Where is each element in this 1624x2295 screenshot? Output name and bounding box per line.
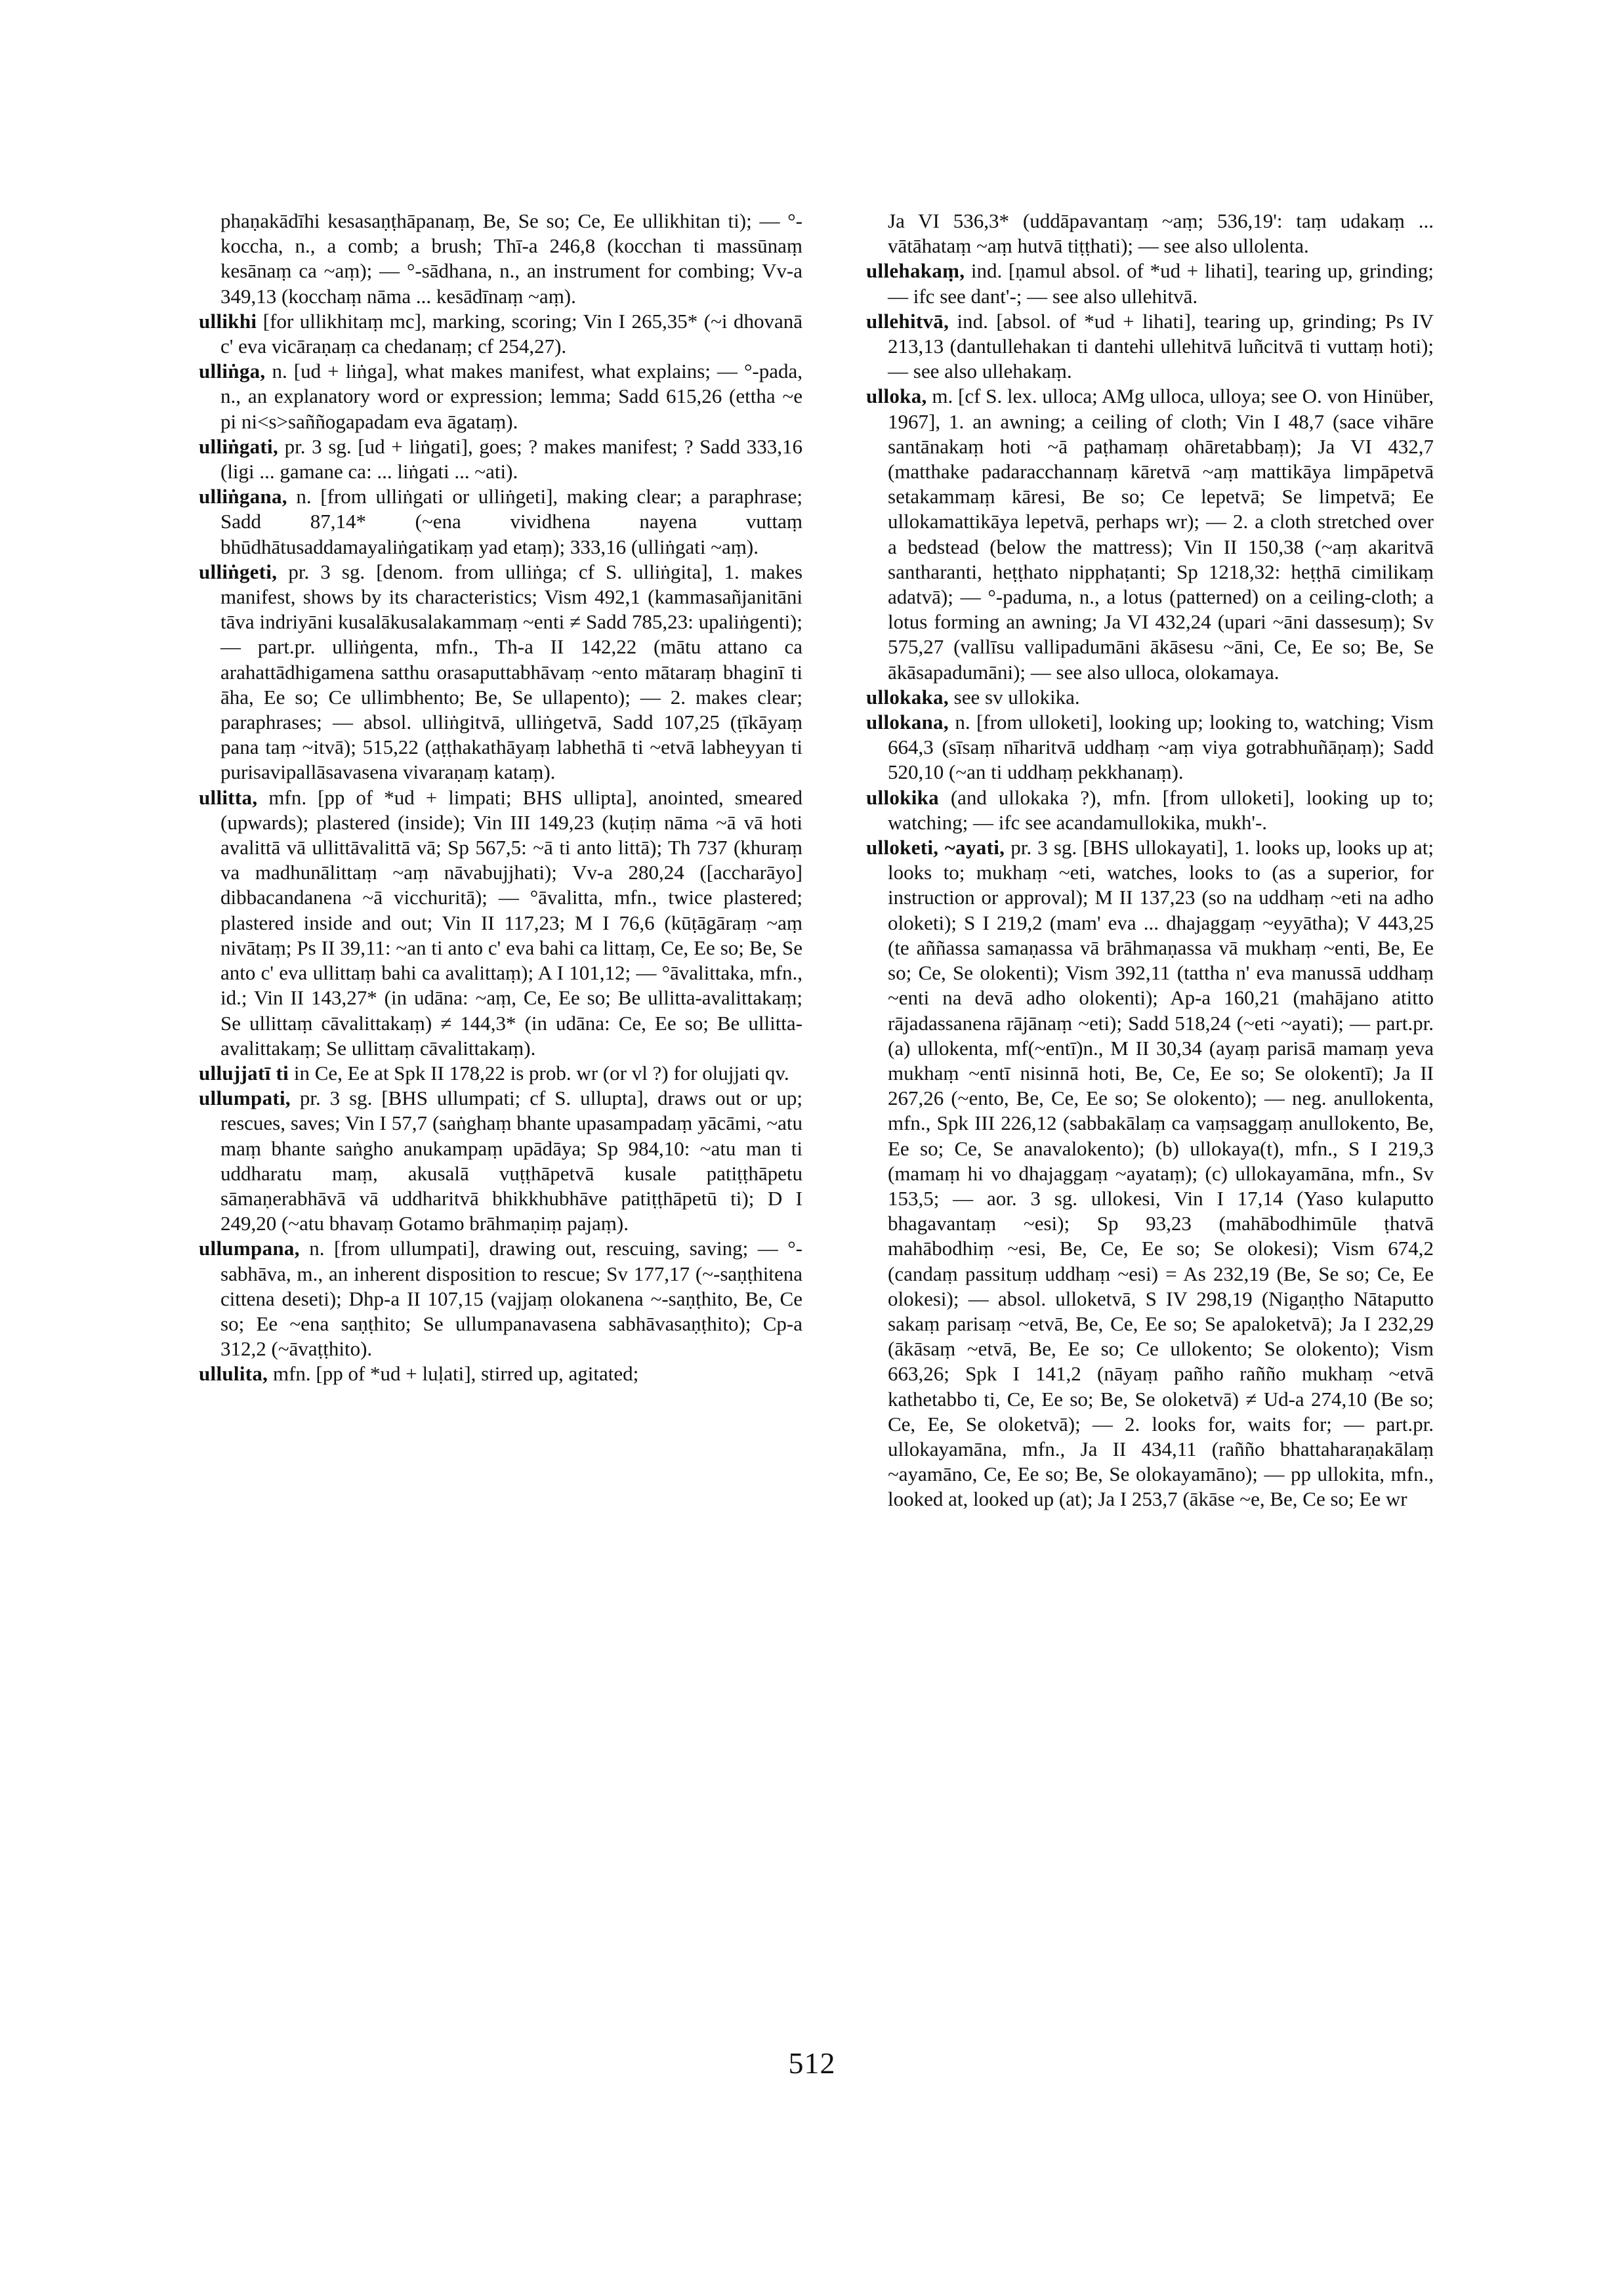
entry-body: pr. 3 sg. [BHS ullumpati; cf S. ullupta], draws out or up; rescues, saves; Vin I 57,7 (saṅghaṃ bhante upasampadaṃ yācāmi, ~atu maṃ bhante saṅgho anukampaṃ upādāya; Sp 984,10: ~atu man ti uddharatu maṃ, akusalā vuṭṭhāpetvā kusale patiṭṭhāpetu sāmaṇerabhāvā vā uddharitvā bhikkhubhāve patiṭṭhāpetū ti); D I 249,20 (~atu bhavaṃ Gotamo brāhmaṇiṃ pajaṃ).: [220, 1086, 802, 1235]
entry-body: mfn. [pp of *ud + limpati; BHS ullipta], anointed, smeared (upwards); plastered (inside); Vin III 149,23 (kuṭiṃ nāma ~ā vā hoti avalittā vā ullittāvalittā vā; Sp 567,5: ~ā ti anto littā); Th 737 (khuraṃ va madhunālittaṃ ~aṃ nāvabujjhati); Vv-a 280,24 ([accharāyo] dibbacandanena ~ā vicchuritā); — °āvalitta, mfn., twice plastered; plastered inside and out; Vin II 117,23; M I 76,6 (kūṭāgāraṃ ~aṃ nivātaṃ; Ps II 39,11: ~an ti anto c' eva bahi ca littaṃ, Ce, Ee so; Be, Se anto c' eva ullittaṃ bahi ca avalittaṃ); A I 101,12; — °āvalittaka, mfn., id.; Vin II 143,27* (in udāna: ~aṃ, Ce, Ee so; Be ullitta-avalittakaṃ; Se ullittaṃ cāvalittakaṃ) ≠ 144,3* (in udāna: Ce, Ee so; Be ullitta-avalittakaṃ; Se ullittaṃ cāvalittakaṃ).: [220, 785, 802, 1060]
dictionary-entry: [866, 309, 1434, 384]
dictionary-entry: [199, 560, 802, 785]
entry-body: ind. [absol. of *ud + lihati], tearing up, grinding; Ps IV 213,13 (dantullehakan ti dantehi ullehitvā luñcitvā ti vuttaṃ hoti); — see also ullehakaṃ.: [888, 309, 1434, 383]
entry-headword: ulliṅgati,: [199, 434, 279, 458]
entry-headword: ullumpati,: [199, 1086, 291, 1110]
dictionary-entry: [199, 1236, 802, 1361]
dictionary-entry: [199, 309, 802, 359]
dictionary-entry: [866, 384, 1434, 684]
dictionary-entry: [866, 258, 1434, 308]
entry-headword: ulliṅga,: [199, 360, 266, 383]
left-column: [199, 209, 802, 1387]
dictionary-entry: [866, 785, 1434, 835]
entry-body: see sv ullokika.: [953, 685, 1080, 709]
entry-body: [for ullikhitaṃ mc], marking, scoring; Vin I 265,35* (~i dhovanā c' eva vicāraṇaṃ ca chedanaṃ; cf 254,27).: [220, 309, 802, 358]
entry-headword: ullumpana,: [199, 1237, 300, 1260]
dictionary-entry: [866, 685, 1434, 710]
entry-continuation: [199, 209, 802, 309]
dictionary-entry: [199, 434, 802, 484]
entry-headword: ullulita,: [199, 1362, 268, 1386]
entry-body: mfn. [pp of *ud + luḷati], stirred up, agitated;: [272, 1362, 639, 1386]
dictionary-entry: [199, 785, 802, 1061]
entry-body: (and ullokaka ?), mfn. [from ulloketi], looking up to; watching; — ifc see acandamullokika, mukh'-.: [888, 785, 1434, 834]
dictionary-entry: [199, 1361, 802, 1386]
entry-body: ind. [ṇamul absol. of *ud + lihati], tearing up, grinding; — ifc see dant'-; — see also ullehitvā.: [888, 259, 1434, 308]
entry-body: in Ce, Ee at Spk II 178,22 is prob. wr (or vl ?) for olujjati qv.: [293, 1061, 789, 1085]
entry-headword: ullitta,: [199, 785, 258, 809]
entry-headword: ullokaka,: [866, 685, 949, 709]
dictionary-entry: [199, 359, 802, 434]
entry-headword: ullujjatī ti: [199, 1061, 289, 1085]
dictionary-entry: [866, 835, 1434, 1512]
entry-body: m. [cf S. lex. ulloca; AMg ulloca, ulloya; see O. von Hinüber, 1967], 1. an awning; a ceiling of cloth; Vin I 48,7 (sace vihāre santānakaṃ hoti ~ā paṭhamaṃ ohāretabbaṃ); Ja VI 432,7 (matthake padaracchannaṃ kāretvā ~aṃ mattikāya limpāpetvā setakammaṃ kāresi, Be so; Ce lepetvā; Se limpetvā; Ee ullokamattikāya lepetvā, perhaps wr); — 2. a cloth stretched over a bedstead (below the mattress); Vin II 150,38 (~aṃ akaritvā santharanti, heṭṭhato nipphaṭanti; Sp 1218,32: heṭṭhā cimilikaṃ adatvā); — °-paduma, n., a lotus (patterned) on a ceiling-cloth; a lotus forming an awning; Ja VI 432,24 (upari ~āni dassesuṃ); Sv 575,27 (vallīsu vallipadumāni ākāsesu ~āni, Ce, Ee so; Be, Se ākāsapadumāni); — see also ulloca, olokamaya.: [888, 384, 1434, 684]
entry-continuation: [866, 209, 1434, 258]
dictionary-entry: [199, 1086, 802, 1236]
dictionary-entry: [199, 1061, 802, 1086]
entry-headword: ullokika: [866, 785, 939, 809]
entry-body: n. [from ulliṅgati or ulliṅgeti], making clear; a paraphrase; Sadd 87,14* (~ena vividhena nayena vuttaṃ bhūdhātusaddamayaliṅgatikaṃ yad etaṃ); 333,16 (ulliṅgati ~aṃ).: [220, 485, 803, 558]
entry-headword: ullokana,: [866, 711, 949, 734]
page-number: 512: [788, 2046, 836, 2080]
entry-body: n. [from ullumpati], drawing out, rescuing, saving; — °-sabhāva, m., an inherent disposition to rescue; Sv 177,17 (~-saṇṭhitena cittena deseti); Dhp-a II 107,15 (vajjaṃ olokanena ~-saṇṭhito, Be, Ce so; Ee ~ena saṇṭhito; Se ullumpanavasena sabhāvasaṇṭhito); Cp-a 312,2 (~āvaṭṭhito).: [220, 1237, 803, 1361]
dictionary-entry: [199, 484, 802, 560]
entry-headword: ullehakaṃ,: [866, 259, 965, 283]
entry-headword: ullikhi: [199, 309, 257, 333]
entry-headword: ulliṅgana,: [199, 485, 287, 508]
entry-body: pr. 3 sg. [denom. from ulliṅga; cf S. ulliṅgita], 1. makes manifest, shows by its characteristics; Vism 492,1 (kammasañjanitāni tāva indriyāni kusalākusalakammaṃ ~enti ≠ Sadd 785,23: upaliṅgenti); — part.pr. ulliṅgenta, mfn., Th-a II 142,22 (mātu attano ca arahattādhigamena satthu orasaputtabhāvaṃ ~ento mātaraṃ bhaginī ti āha, Ee so; Ce ullimbhento; Be, Se ullapento); — 2. makes clear; paraphrases; — absol. ulliṅgitvā, ulliṅgetvā, Sadd 107,25 (ṭīkāyaṃ pana taṃ ~itvā); 515,22 (aṭṭhakathāyaṃ labhethā ti ~etvā labheyyan ti purisavipallāsavasena vivaraṇaṃ kataṃ).: [220, 560, 803, 784]
entry-body: n. [ud + liṅga], what makes manifest, what explains; — °-pada, n., an explanatory word or expression; lemma; Sadd 615,26 (ettha ~e pi ni<s>saññogapadam eva āgataṃ).: [220, 360, 803, 433]
entry-headword: ulloketi, ~ayati,: [866, 836, 1005, 859]
entry-body: pr. 3 sg. [ud + liṅgati], goes; ? makes manifest; ? Sadd 333,16 (ligi ... gamane ca: ... liṅgati ... ~ati).: [220, 434, 802, 484]
entry-body: n. [from ulloketi], looking up; looking to, watching; Vism 664,3 (sīsaṃ nīharitvā uddhaṃ ~aṃ viya gotrabhuñāṇaṃ); Sadd 520,10 (~an ti uddhaṃ pekkhanaṃ).: [888, 711, 1434, 784]
dictionary-entry: [866, 710, 1434, 785]
entry-headword: ullehitvā,: [866, 309, 949, 333]
entry-body: pr. 3 sg. [BHS ullokayati], 1. looks up, looks up at; looks to; mukhaṃ ~eti, watches, looks to (as a superior, for instruction or approval); M II 137,23 (so na uddhaṃ ~eti na adho oloketi); S I 219,2 (mam' eva ... dhajaggaṃ ~eyyātha); V 443,25 (te aññassa samaṇassa vā brāhmaṇassa vā mukhaṃ ~enti, Be, Ee so; Ce, Se olokenti); Vism 392,11 (tattha n' eva manussā uddhaṃ ~enti na devā adho olokenti); Ap-a 160,21 (mahājano atitto rājadassanena rājānaṃ ~eti); Sadd 518,24 (~eti ~ayati); — part.pr. (a) ullokenta, mf(~entī)n., M II 30,34 (ayaṃ parisā mamaṃ yeva mukhaṃ ~entī nisinnā hoti, Be, Ce, Ee so; Se olokentī); Ja II 267,26 (~ento, Be, Ce, Ee so; Se olokento); — neg. anullokenta, mfn., Spk III 226,12 (sabbakālaṃ ca vaṃsaggaṃ anullokento, Be, Ee so; Ce, Se anavalokento); (b) ullokaya(t), mfn., S I 219,3 (mamaṃ hi vo dhajaggaṃ ~ayataṃ); (c) ullokayamāna, mfn., Sv 153,5; — aor. 3 sg. ullokesi, Vin I 17,14 (Yaso kulaputto bhagavantaṃ ~esi); Sp 93,23 (mahābodhimūle ṭhatvā mahābodhiṃ ~esi, Be, Ce, Ee so; Se olokesi); Vism 674,2 (candaṃ passituṃ uddhaṃ ~esi) = As 232,19 (Be, Se so; Ce, Ee olokesi); — absol. ulloketvā, S IV 298,19 (Nigaṇṭho Nātaputto sakaṃ parisaṃ ~etvā, Be, Ce, Ee so; Se apaloketvā); Ja I 232,29 (ākāsaṃ ~etvā, Be, Ee so; Ce ullokento; Se olokento); Vism 663,26; Spk I 141,2 (nāyaṃ pañho rañño mukhaṃ ~etvā kathetabbo ti, Ce, Ee so; Be, Se oloketvā) ≠ Ud-a 274,10 (Be so; Ce, Ee, Se oloketvā); — 2. looks for, waits for; — part.pr. ullokayamāna, mfn., Ja II 434,11 (rañño bhattaharaṇakālaṃ ~ayamāno, Ce, Ee so; Be, Se olokayamāno); — pp ullokita, mfn., looked at, looked up (at); Ja I 253,7 (ākāse ~e, Be, Ce so; Ee wr: [888, 836, 1434, 1511]
entry-text: Ja VI 536,3* (uddāpavantaṃ ~aṃ; 536,19': taṃ udakaṃ ... vātāhataṃ ~aṃ hutvā tiṭṭhati); — see also ullolenta.: [888, 209, 1434, 258]
entry-headword: ulloka,: [866, 384, 927, 408]
right-column: [866, 209, 1434, 1512]
entry-text: phaṇakādīhi kesasaṇṭhāpanaṃ, Be, Se so; Ce, Ee ullikhitan ti); — °-koccha, n., a comb; a brush; Thī-a 246,8 (kocchan ti massūnaṃ kesānaṃ ca ~aṃ); — °-sādhana, n., an instrument for combing; Vv-a 349,13 (kocchaṃ nāma ... kesādīnaṃ ~aṃ).: [220, 209, 802, 308]
entry-headword: ulliṅgeti,: [199, 560, 278, 583]
